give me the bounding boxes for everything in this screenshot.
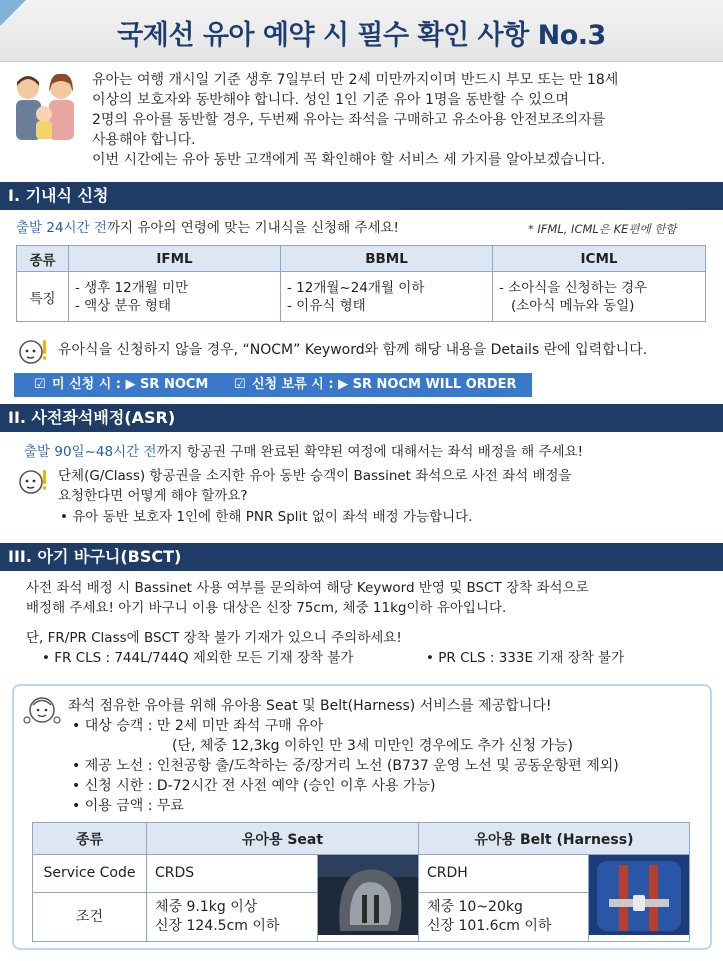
intro-line: 2명의 유아를 동반할 경우, 두번째 유아는 좌석을 구매하고 유소아용 안전보조의자를 bbox=[92, 112, 606, 128]
row-label: 특징 bbox=[17, 272, 69, 322]
page-title: 국제선 유아 예약 시 필수 확인 사항 No.3 bbox=[117, 20, 606, 51]
section-2-lead bbox=[24, 442, 583, 462]
row-label: Service Code bbox=[33, 855, 147, 893]
cell-line: (소아식 메뉴와 동일) bbox=[511, 297, 635, 314]
ke-only-note: * IFML, ICML은 KE편에 한함 bbox=[528, 222, 677, 236]
asr-question-line: 요청한다면 어떻게 해야 할까요? bbox=[58, 488, 248, 504]
infobox-headline: 좌석 점유한 유아를 위해 유아용 Seat 및 Belt(Harness) 서비스를 제공합니다! bbox=[68, 698, 552, 714]
meal-table bbox=[16, 245, 706, 322]
table-cell bbox=[281, 272, 493, 322]
family-illustration-icon bbox=[6, 70, 86, 150]
cell-line: 신장 101.6cm 이하 bbox=[427, 918, 552, 935]
section-1-heading: I. 기내식 신청 bbox=[0, 182, 723, 210]
cell-line: 체중 10~20kg bbox=[427, 899, 523, 916]
table-header-row bbox=[17, 246, 706, 272]
row-label: 조건 bbox=[33, 893, 147, 942]
cell-line: - 생후 12개월 미만 bbox=[75, 279, 189, 296]
fr-restriction: • FR CLS : 744L/744Q 제외한 모든 기재 장착 불가 bbox=[42, 650, 354, 666]
cell-line: 체중 9.1kg 이상 bbox=[155, 899, 258, 916]
intro-line: 사용해야 합니다. bbox=[92, 132, 196, 148]
table-header: 종류 bbox=[33, 823, 147, 855]
check-icon: ☑ bbox=[34, 377, 46, 392]
seat-code-cell: CRDS bbox=[147, 855, 318, 893]
intro-paragraph bbox=[92, 70, 717, 170]
thinking-face-icon bbox=[18, 336, 50, 366]
pending-keyword: 신청 보류 시 : ▶ SR NOCM WILL ORDER bbox=[252, 377, 517, 392]
title-bar bbox=[0, 0, 723, 62]
bsct-caution: 단, FR/PR Class에 BSCT 장착 불가 기재가 있으니 주의하세요! bbox=[26, 630, 402, 646]
nocm-tip: 유아식을 신청하지 않을 경우, “NOCM” Keyword와 함께 해당 내용을 Details 란에 입력합니다. bbox=[58, 342, 648, 358]
harness-image bbox=[589, 855, 689, 935]
lead-text: 까지 유아의 연령에 맞는 기내식을 신청해 주세요! bbox=[106, 220, 399, 236]
lead-text: 까지 항공권 구매 완료된 확약된 여정에 대해서는 좌석 배정을 해 주세요! bbox=[156, 444, 584, 460]
baby-face-icon bbox=[22, 694, 62, 728]
infobox-line: • 제공 노선 : 인천공항 출/도착하는 중/장거리 노선 (B737 운영 노선 및 공동운항편 제외) bbox=[72, 758, 619, 774]
deadline-highlight: 출발 90일~48시간 전 bbox=[24, 444, 157, 460]
asr-answer: • 유아 동반 보호자 1인에 한해 PNR Split 없이 좌석 배정 가능합니다. bbox=[60, 509, 473, 525]
bsct-paragraph-line: 사전 좌석 배정 시 Bassinet 사용 여부를 문의하여 해당 Keyword 반영 및 BSCT 장착 좌석으로 bbox=[26, 580, 589, 596]
seat-condition-cell bbox=[147, 893, 318, 942]
cell-line: - 소아식을 신청하는 경우 bbox=[499, 279, 648, 296]
section-3-heading: III. 아기 바구니(BSCT) bbox=[0, 543, 723, 571]
keyword-bar bbox=[14, 373, 532, 397]
infant-belt-photo bbox=[589, 855, 690, 942]
cell-line: - 이유식 형태 bbox=[287, 297, 366, 314]
table-header: ICML bbox=[493, 246, 706, 272]
infobox-line: • 이용 금액 : 무료 bbox=[72, 798, 184, 814]
table-header-row bbox=[33, 823, 690, 855]
cell-line: 신장 124.5cm 이하 bbox=[155, 918, 280, 935]
intro-line: 유아는 여행 개시일 기준 생후 7일부터 만 2세 미만까지이며 반드시 부모 또는 만 18세 bbox=[92, 72, 619, 88]
check-icon: ☑ bbox=[234, 377, 246, 392]
table-row bbox=[17, 272, 706, 322]
table-row bbox=[33, 855, 690, 893]
bsct-paragraph-line: 배정해 주세요! 아기 바구니 이용 대상은 신장 75cm, 체중 11kg이하 유아입니다. bbox=[26, 600, 507, 616]
table-header: BBML bbox=[281, 246, 493, 272]
car-seat-image bbox=[318, 855, 418, 935]
table-header: 종류 bbox=[17, 246, 69, 272]
table-cell bbox=[69, 272, 281, 322]
infobox-line: • 대상 승객 : 만 2세 미만 좌석 구매 유아 bbox=[72, 718, 324, 734]
infobox-line: • 신청 시한 : D-72시간 전 사전 예약 (승인 이후 사용 가능) bbox=[72, 778, 436, 794]
cell-line: - 12개월~24개월 이하 bbox=[287, 279, 425, 296]
section-2-heading: II. 사전좌석배정(ASR) bbox=[0, 404, 723, 432]
thinking-face-icon bbox=[18, 466, 50, 496]
table-header: IFML bbox=[69, 246, 281, 272]
belt-condition-cell bbox=[419, 893, 589, 942]
table-header: 유아용 Seat bbox=[147, 823, 419, 855]
table-cell bbox=[493, 272, 706, 322]
cell-line: - 액상 분유 형태 bbox=[75, 297, 171, 314]
pr-restriction: • PR CLS : 333E 기재 장착 불가 bbox=[426, 650, 625, 666]
seat-belt-table bbox=[32, 822, 690, 942]
infant-seat-photo bbox=[317, 855, 418, 942]
belt-code-cell: CRDH bbox=[419, 855, 589, 893]
intro-line: 이상의 보호자와 동반해야 합니다. 성인 1인 기준 유아 1명을 동반할 수 있으며 bbox=[92, 92, 569, 108]
infobox-line: (단, 체중 12,3kg 이하인 만 3세 미만인 경우에도 추가 신청 가능) bbox=[172, 738, 573, 754]
section-1-lead bbox=[16, 218, 399, 238]
asr-question-line: 단체(G/Class) 항공권을 소지한 유아 동반 승객이 Bassinet 좌석으로 사전 좌석 배정을 bbox=[58, 468, 572, 484]
table-header: 유아용 Belt (Harness) bbox=[419, 823, 690, 855]
intro-line: 이번 시간에는 유아 동반 고객에게 꼭 확인해야 할 서비스 세 가지를 알아보겠습니다. bbox=[92, 152, 606, 168]
deadline-highlight: 출발 24시간 전 bbox=[16, 220, 107, 236]
not-requested-keyword: 미 신청 시 : ▶ SR NOCM bbox=[52, 377, 209, 392]
